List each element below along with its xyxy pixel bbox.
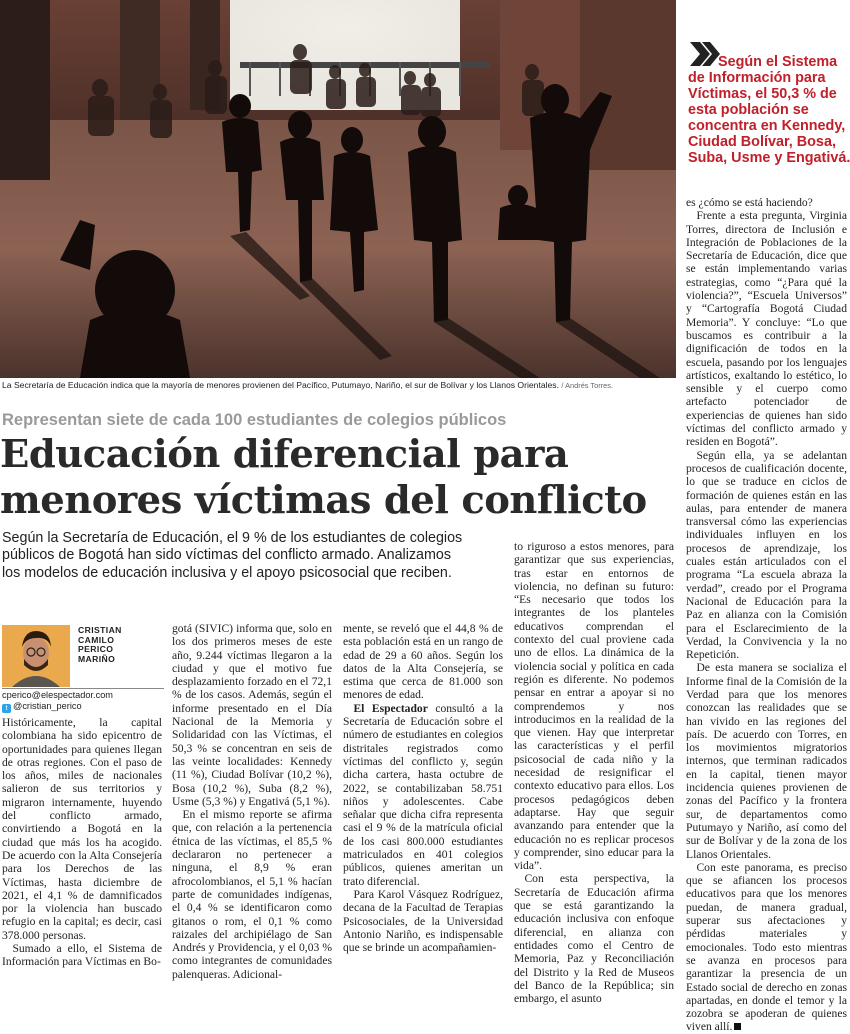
pull-quote-line: Según el Sistema bbox=[718, 54, 838, 70]
pull-quote-line: Suba, Usme y Engativá. bbox=[688, 150, 850, 166]
article-paragraph-text: Con este panorama, es preciso que se afiancen los procesos educativos para que los menores puedan, de manera gradual, superar sus afectaciones y pérdidas materiales y emocionales. Todo esto mientras se avanza en procesos para garantizar la presencia de un Estado social de derecho en zonas apartadas, en donde el temor y la zozobra se apoderan de quienes viven allí. bbox=[686, 860, 847, 1034]
author-name bbox=[78, 626, 122, 664]
photo-caption bbox=[2, 380, 678, 390]
article-paragraph bbox=[343, 702, 503, 888]
article-paragraph: Según ella, ya se adelantan procesos de cualificación docente, lo que se traduce en ciclos de formación de quienes están en las aulas, para entender de manera transversal cómo las experiencias individuales influyen en los procesos de aprendizaje, los cuales están articulados con el programa “La escuela abraza la verdad”, creado por el Programa Nacional de Educación para la Paz en alianza con la Comisión para el Esclarecimiento de la Verdad, la Convivencia y la no Repetición. bbox=[686, 448, 847, 662]
article-photo bbox=[0, 0, 676, 378]
article-column-1 bbox=[2, 716, 162, 969]
article-paragraph: Sumado a ello, el Sistema de Información para Víctimas en Bo- bbox=[2, 942, 162, 969]
lede-line: públicos de Bogotá han sido víctimas del conflicto armado. Analizamos bbox=[2, 547, 452, 564]
classroom-photo-illustration bbox=[0, 0, 676, 378]
article-paragraph: mente, se reveló que el 44,8 % de esta población está en un rango de edad de 29 a 60 años. Según los datos de la Alta Consejería, se estima que cerca de 81.000 son menores de edad. bbox=[343, 622, 503, 702]
article-paragraph: En el mismo reporte se afirma que, con relación a la pertenencia étnica de las víctimas, el 85,5 % declararon no pertenecer a ninguna, el 8,9 % eran afrocolombianos, el 5,1 % hacían parte de comunidades indígenas, el 0,4 % se identificaron como gitanos o rom, el 0,1 % como raizales del archipiélago de San Andrés y Providencia, y el 0,03 % como integrantes de comunidades palenqueras. Adicional- bbox=[172, 808, 332, 981]
article-paragraph: Históricamente, la capital colombiana ha sido epicentro de oportunidades para quienes llegan de otras regiones. Con el paso de los años, miles de nacionales salieron de sus territorios y migraron internamente, huyendo del conflicto armado, convirtiendo a Bogotá en la ciudad que más los ha acogido. De acuerdo con la Alta Consejería para los Derechos de las Víctimas, hasta diciembre de 2021, el 4,1 % de damnificados por la violencia han buscado refugio en la capital; es decir, casi 378.000 personas. bbox=[2, 716, 162, 942]
author-name-line: MARIÑO bbox=[78, 653, 116, 664]
article-column-3 bbox=[343, 622, 503, 954]
article-paragraph: Para Karol Vásquez Rodríguez, decana de la Facultad de Terapias Psicosociales, de la Universidad Antonio Nariño, es indispensable que se brinde un acompañamien- bbox=[343, 887, 503, 955]
author-twitter[interactable] bbox=[2, 701, 82, 713]
author-name-line: CRISTIAN bbox=[78, 625, 122, 635]
article-paragraph: De esta manera se socializa el Informe final de la Comisión de la Verdad para que los menores conozcan las realidades que se han vivido en las regiones del país. De acuerdo con Torres, en los movimientos migratorios internos, que terminan radicados en la capital, tienen mayor incidencia quienes provienen de zonas del Pacífico y la frontera sur, de departamentos como Putumayo y Nariño, así como del sur de Bolívar y de la zona de los Llanos Orientales. bbox=[686, 661, 847, 861]
author-name-line: CAMILO bbox=[78, 634, 115, 645]
end-of-article-mark bbox=[734, 1023, 741, 1030]
article-paragraph: to riguroso a estos menores, para garantizar que sus experiencias, tras estar en entornos de violencia, no definan su futuro: “Es necesario que todos los integrantes de los planteles educativos comprendan el contexto del cual proviene cada uno de ellos. La dinámica de la violencia social y política en cada región es diferente. No podemos pensar en entrar a apoyar si no comprendemos y nos introducimos en la realidad de la que vienen. Hay que interpretar las características y el perfil psicosocial de cada niño y la necesidad de resignificar el contexto educativo para ellos. Los procesos pedagógicos deben adaptarse. Hay que seguir avanzando para entender que la educación no es replicar procesos y comprender, sino educar para la vida”. bbox=[514, 540, 674, 873]
author-name-line: PERICO bbox=[78, 644, 114, 655]
twitter-icon: t bbox=[2, 704, 11, 713]
author-avatar bbox=[2, 625, 70, 687]
headline-line: Educación diferencial para bbox=[0, 432, 569, 477]
pull-quote-line: Víctimas, el 50,3 % de bbox=[688, 86, 837, 102]
pull-quote-line: Ciudad Bolívar, Bosa, bbox=[688, 134, 836, 150]
pull-quote-line: esta población se bbox=[688, 102, 809, 118]
author-twitter-handle[interactable]: @cristian_perico bbox=[13, 701, 82, 711]
article-paragraph: Frente a esta pregunta, Virginia Torres, directora de Inclusión e Integración de Poblaciones de la Secretaría de Educación, dice que se están implementando varias estrategias, como “¿Para qué la violencia?”, “Escuela Universos” y “Cartografía Bogotá Ciudad Memoria”. Y concluye: “Lo que buscamos es contribuir a la dignificación de todos en la escuela, pasando por los lenguajes artísticos, exaltando lo estético, lo sensible y el cuerpo como artefacto potenciador de experiencias de quienes han sido víctimas del conflicto armado y residen en Bogotá”. bbox=[686, 209, 847, 449]
article-paragraph bbox=[686, 861, 847, 1034]
article-kicker: Representan siete de cada 100 estudiantes de colegios públicos bbox=[2, 411, 507, 429]
article-column-5 bbox=[686, 196, 847, 1034]
article-paragraph: Con esta perspectiva, la Secretaría de Educación afirma que se está garantizando la educación inclusiva con enfoque diferencial, en alianza con entidades como el Centro de Memoria, Paz y Reconciliación del Distrito y la Red de Museos del Banco de la República; sin embargo, el asunto bbox=[514, 872, 674, 1006]
article-lede bbox=[2, 530, 502, 582]
author-email[interactable]: cperico@elespectador.com bbox=[2, 690, 113, 700]
article-headline bbox=[0, 432, 690, 524]
publication-name: El Espectador bbox=[353, 701, 428, 715]
headline-line: menores víctimas del conflicto bbox=[0, 478, 647, 523]
author-portrait-icon bbox=[2, 625, 70, 687]
pull-quote-text bbox=[688, 54, 850, 166]
lede-line: los modelos de educación inclusiva y el apoyo psicosocial que reciben. bbox=[2, 564, 452, 581]
pull-quote-line: de Información para bbox=[688, 70, 826, 86]
photo-credit: / Andrés Torres. bbox=[561, 381, 614, 390]
lede-line: Según la Secretaría de Educación, el 9 % de los estudiantes de colegios bbox=[2, 530, 463, 546]
article-paragraph: gotá (SIVIC) informa que, solo en los dos primeros meses de este año, 9.244 víctimas llegaron a la ciudad y que el motivo fue desplazamiento forzado en el 72,1 % de los casos. Además, según el informe presentado en el Día Nacional de la Memoria y Solidaridad con las Víctimas, el 50,3 % se concentran en seis de las veinte localidades: Kennedy (11 %), Ciudad Bolívar (10,2 %), Bosa (10,2 %), Suba (8,2 %), Usme (5,3 %) y Engativá (5,1 %). bbox=[172, 622, 332, 808]
photo-caption-text: La Secretaría de Educación indica que la mayoría de menores provienen del Pacífico, Putumayo, Nariño, el sur de Bolívar y los Llanos Orientales. bbox=[2, 380, 559, 390]
article-paragraph: es ¿cómo se está haciendo? bbox=[686, 196, 813, 209]
article-paragraph-text: consultó a la Secretaría de Educación sobre el número de estudiantes en colegios distritales registrados como víctimas del conflicto y, según dicha cartera, hasta octubre de 2022, se contabilizaban 58.751 niños y adolescentes. Cabe señalar que dicha cifra representa casi el 9 % de la matrícula oficial de los casi 800.000 estudiantes matriculados en 401 colegios públicos, quienes ameritan un trato diferencial. bbox=[343, 701, 503, 888]
article-column-4 bbox=[514, 540, 674, 1005]
byline-divider bbox=[2, 688, 164, 689]
pull-quote-line: concentra en Kennedy, bbox=[688, 118, 846, 134]
article-column-2 bbox=[172, 622, 332, 981]
